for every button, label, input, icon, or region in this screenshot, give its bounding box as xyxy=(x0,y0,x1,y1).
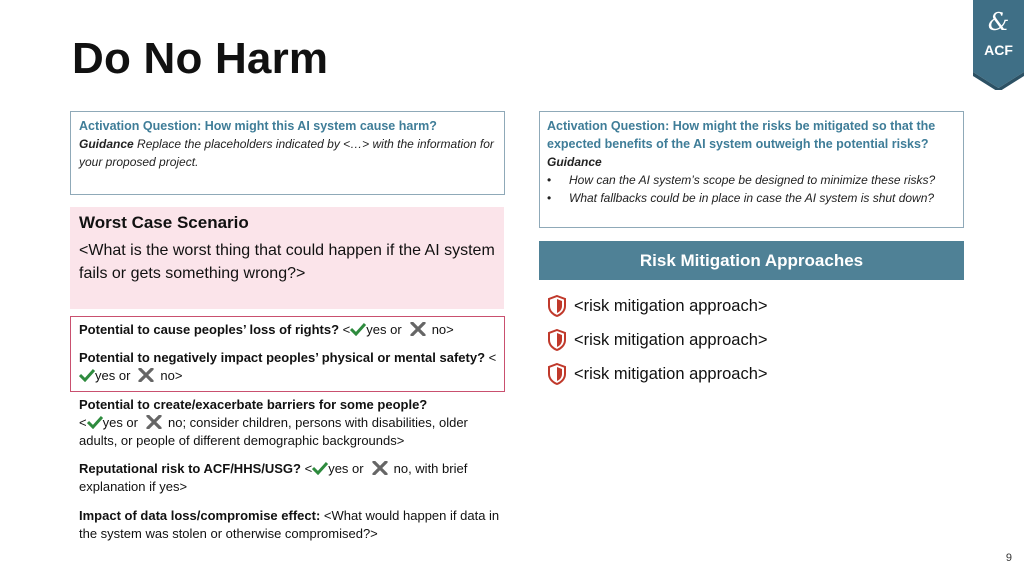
checkmark-icon xyxy=(312,461,328,475)
x-mark-icon xyxy=(146,415,162,429)
shield-icon xyxy=(547,295,567,317)
left-activation-question: Activation Question: How might this AI system cause harm? xyxy=(79,119,437,133)
question-barriers: Potential to create/exacerbate barriers for some people? < yes or no; consider children, persons with disabilities, older adults, or people of different demographic backgrounds> xyxy=(79,397,468,448)
shield-icon xyxy=(547,363,567,385)
logo-text: ACF xyxy=(984,42,1013,58)
question-label: Impact of data loss/compromise effect: xyxy=(79,508,321,523)
checkmark-icon xyxy=(350,322,366,336)
page-number: 9 xyxy=(1005,552,1012,564)
page-title: Do No Harm xyxy=(72,34,329,83)
shield-icon xyxy=(547,329,567,351)
question-label: Potential to negatively impact peoples’ physical or mental safety? xyxy=(79,350,486,365)
question-label: Potential to cause peoples’ loss of rights? xyxy=(79,322,340,337)
x-mark-icon xyxy=(372,461,388,475)
right-guidance-label: Guidance xyxy=(547,155,602,169)
right-activation-question: Activation Question: How might the risks be mitigated so that the expected benefits of the AI system outweigh the potential risks? xyxy=(547,119,936,151)
risk-item: <risk mitigation approach> xyxy=(547,295,768,317)
acf-logo xyxy=(973,0,1024,90)
left-guidance-label: Guidance xyxy=(79,137,134,151)
left-guidance xyxy=(79,135,496,171)
question-data-loss: Impact of data loss/compromise effect: <What would happen if data in the system was stolen or otherwise compromised?> xyxy=(79,508,500,541)
worst-case-panel xyxy=(70,207,504,309)
risk-item: <risk mitigation approach> xyxy=(547,363,768,385)
svg-text:&: & xyxy=(987,8,1010,36)
left-guidance-text: Replace the placeholders indicated by <…> with the information for your proposed project. xyxy=(79,137,494,169)
left-activation-box xyxy=(70,111,505,195)
guidance-bullet: • What fallbacks could be in place in case the AI system is shut down? xyxy=(547,191,935,205)
checkmark-icon xyxy=(79,368,95,382)
x-mark-icon xyxy=(138,368,154,382)
worst-case-body: <What is the worst thing that could happen if the AI system fails or gets something wrong?> xyxy=(79,242,495,282)
question-label: Potential to create/exacerbate barriers for some people? xyxy=(79,397,428,412)
x-mark-icon xyxy=(410,322,426,336)
guidance-bullet: • How can the AI system’s scope be designed to minimize these risks? xyxy=(547,173,936,187)
question-safety-impact: Potential to negatively impact peoples’ physical or mental safety? <yes or no> xyxy=(79,350,497,383)
question-loss-of-rights: Potential to cause peoples’ loss of rights? < yes or no> xyxy=(79,322,454,337)
risk-mitigation-header: Risk Mitigation Approaches xyxy=(539,241,964,280)
checkmark-icon xyxy=(87,415,103,429)
risk-item: <risk mitigation approach> xyxy=(547,329,768,351)
worst-case-heading: Worst Case Scenario xyxy=(79,213,249,232)
right-activation-box xyxy=(539,111,964,228)
question-label: Reputational risk to ACF/HHS/USG? xyxy=(79,461,301,476)
question-reputational-risk: Reputational risk to ACF/HHS/USG? < yes or no, with brief explanation if yes> xyxy=(79,461,468,494)
